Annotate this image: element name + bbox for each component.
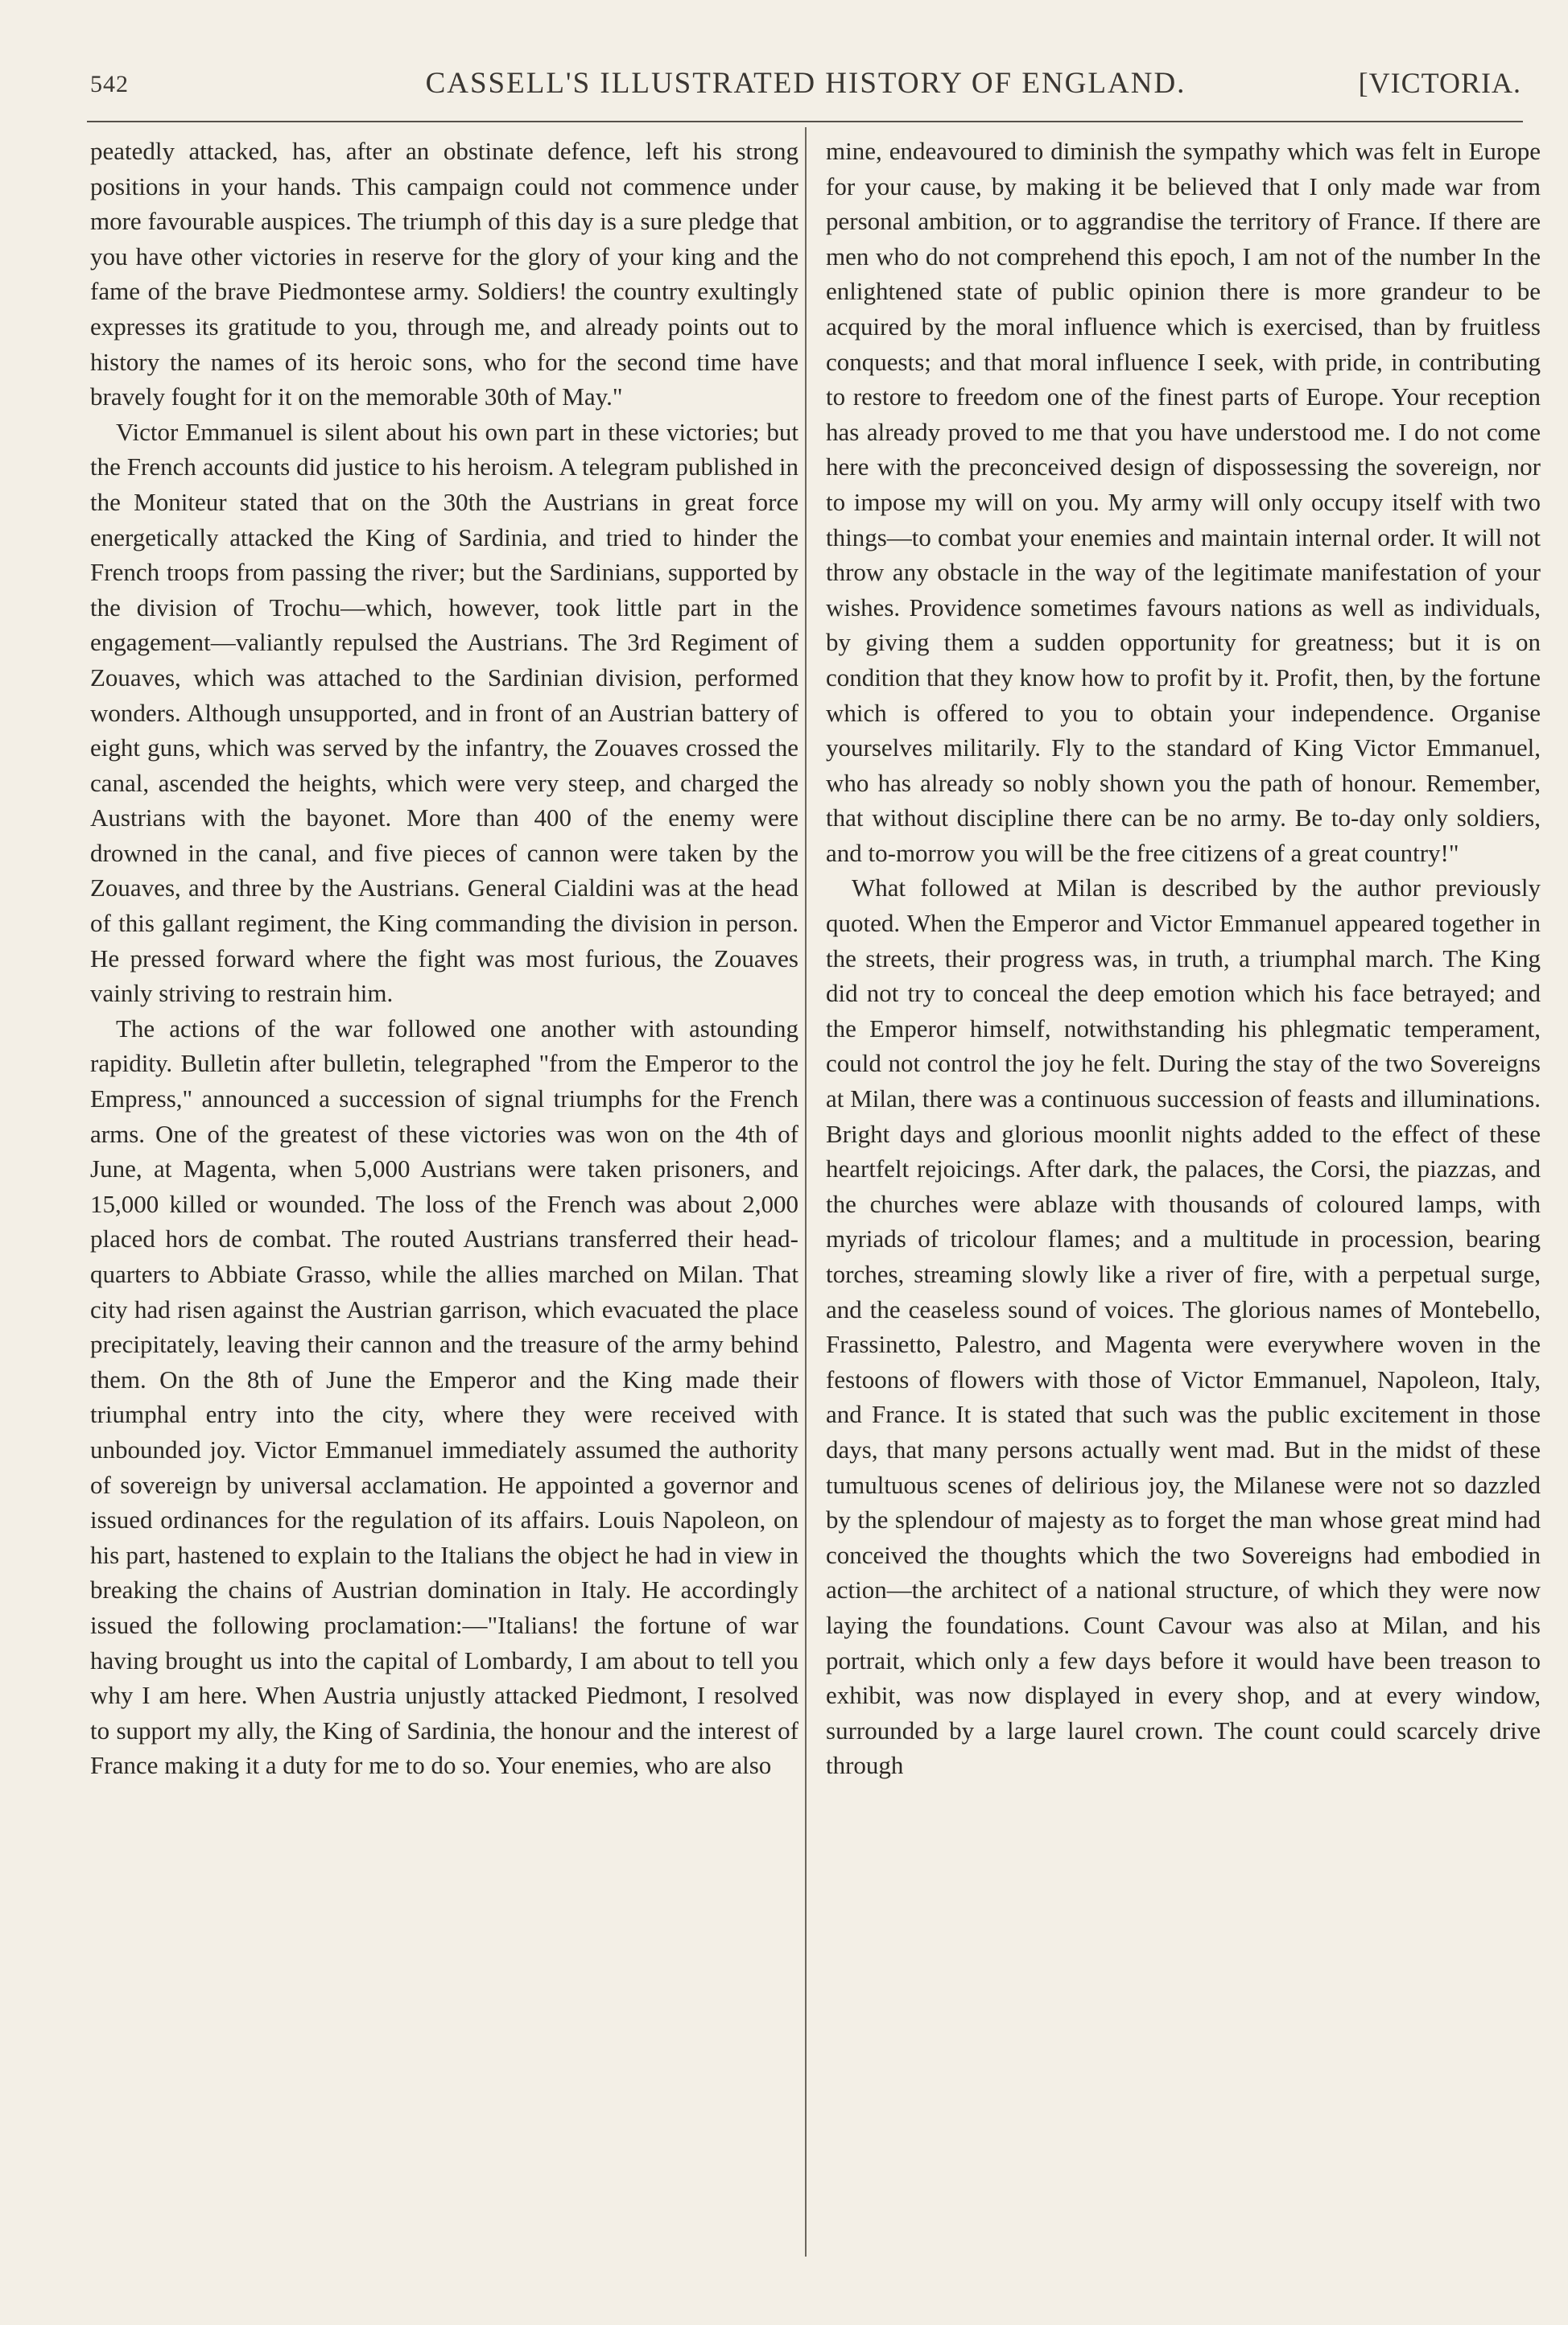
page-header	[90, 66, 1521, 114]
paragraph: mine, endeavoured to diminish the sympathy which was felt in Europe for your cause, by making it be believed that I only made war from personal ambition, or to aggrandise the territory of France. If there are men who do not comprehend this epoch, I am not of the number In the enlightened state of public opinion there is more grandeur to be acquired by the moral influence which is exercised, than by fruitless conquests; and that moral influence I seek, with pride, in contributing to restore to freedom one of the finest parts of Europe. Your reception has already proved to me that you have understood me. I do not come here with the preconceived design of dispossessing the sovereign, nor to impose my will on you. My army will only occupy itself with two things—to combat your enemies and maintain internal order. It will not throw any obstacle in the way of the legitimate manifestation of your wishes. Providence sometimes favours nations as well as individuals, by giving them a sudden opportunity for greatness; but it is on condition that they know how to profit by it. Profit, then, by the fortune which is offered to you to obtain your independence. Organise yourselves militarily. Fly to the standard of King Victor Emmanuel, who has already so nobly shown you the path of honour. Remember, that without discipline there can be no army. Be to-day only soldiers, and to-morrow you will be the free citizens of a great country!"	[826, 137, 1541, 867]
column-divider	[805, 127, 807, 2257]
paragraph: peatedly attacked, has, after an obstinate defence, left his strong positions in your hands. This campaign could not commence under more favourable auspices. The triumph of this day is a sure pledge that you have other victories in reserve for the glory of your king and the fame of the brave Piedmontese army. Soldiers! the country exultingly expresses its gratitude to you, through me, and already points out to history the names of its heroic sons, who for the second time have bravely fought for it on the memorable 30th of May."	[90, 137, 798, 411]
running-title: CASSELL'S ILLUSTRATED HISTORY OF ENGLAND.	[425, 67, 1186, 100]
paragraph: The actions of the war followed one another with astounding rapidity. Bulletin after bulletin, telegraphed "from the Emperor to the Empress," announced a succession of signal triumphs for the French arms. One of the greatest of these victories was won on the 4th of June, at Magenta, when 5,000 Austrians were taken prisoners, and 15,000 killed or wounded. The loss of the French was about 2,000 placed hors de combat. The routed Austrians transferred their head-quarters to Abbiate Grasso, while the allies marched on Milan. That city had risen against the Austrian garrison, which evacuated the place precipitately, leaving their cannon and the treasure of the army behind them. On the 8th of June the Emperor and the King made their triumphal entry into the city, where they were received with unbounded joy. Victor Emmanuel immediately assumed the authority of sovereign by universal acclamation. He appointed a governor and issued ordinances for the regulation of its affairs. Louis Napoleon, on his part, hastened to explain to the Italians the object he had in view in breaking the chains of Austrian domination in Italy. He accordingly issued the following proclamation:—"Italians! the fortune of war having brought us into the capital of Lombardy, I am about to tell you why I am here. When Austria unjustly attacked Piedmont, I resolved to support my ally, the King of Sardinia, the honour and the interest of France making it a duty for me to do so. Your enemies, who are also	[90, 1014, 798, 1780]
paragraph: What followed at Milan is described by the author previously quoted. When the Emperor and Victor Emmanuel appeared together in the streets, their progress was, in truth, a triumphal march. The King did not try to conceal the deep emotion which his face betrayed; and the Emperor himself, notwithstanding his phlegmatic temperament, could not control the joy he felt. During the stay of the two Sovereigns at Milan, there was a continuous succession of feasts and illuminations. Bright days and glorious moonlit nights added to the effect of these heartfelt rejoicings. After dark, the palaces, the Corsi, the piazzas, and the churches were ablaze with thousands of coloured lamps, with myriads of tricolour flames; and a multitude in procession, bearing torches, streaming slowly like a river of fire, with a perpetual surge, and the ceaseless sound of voices. The glorious names of Montebello, Frassinetto, Palestro, and Magenta were everywhere woven in the festoons of flowers with those of Victor Emmanuel, Napoleon, Italy, and France. It is stated that such was the public excitement in those days, that many persons actually went mad. But in the midst of these tumultuous scenes of delirious joy, the Milanese were not so dazzled by the splendour of majesty as to forget the man whose great mind had conceived the thoughts which the two Sovereigns had embodied in action—the architect of a national structure, of which they were now laying the foundations. Count Cavour was also at Milan, and his portrait, which only a few days before it would have been treason to exhibit, was now displayed in every shop, and at every window, surrounded by a large laurel crown. The count could scarcely drive through	[826, 873, 1541, 1780]
header-rule	[87, 121, 1523, 122]
page-number: 542	[90, 71, 129, 97]
paragraph: Victor Emmanuel is silent about his own part in these victories; but the French accounts did justice to his heroism. A telegram published in the Moniteur stated that on the 30th the Austrians in great force energetically attacked the King of Sardinia, and tried to hinder the French troops from passing the river; but the Sardinians, supported by the division of Trochu—which, however, took little part in the engagement—valiantly repulsed the Austrians. The 3rd Regiment of Zouaves, which was attached to the Sardinian division, performed wonders. Although unsupported, and in front of an Austrian battery of eight guns, which was served by the infantry, the Zouaves crossed the canal, ascended the heights, which were very steep, and charged the Austrians with the bayonet. More than 400 of the enemy were drowned in the canal, and five pieces of cannon were taken by the Zouaves, and three by the Austrians. General Cialdini was at the head of this gallant regiment, the King commanding the division in person. He pressed forward where the fight was most furious, the Zouaves vainly striving to restrain him.	[90, 417, 798, 1008]
section-label: [VICTORIA.	[1358, 67, 1521, 99]
left-column	[90, 134, 798, 1783]
right-column	[826, 134, 1541, 1783]
